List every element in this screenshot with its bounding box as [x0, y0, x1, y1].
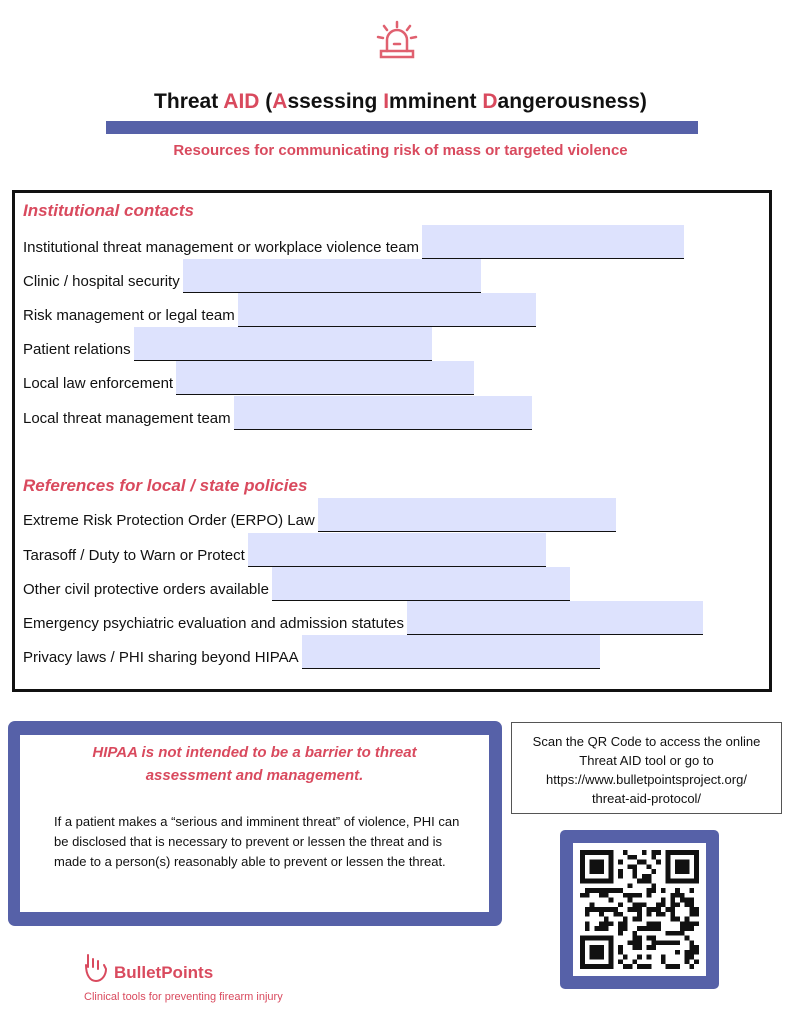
- field-label: Local threat management team: [23, 410, 231, 427]
- bulletpoints-logo-icon: [84, 953, 110, 983]
- qr-text-line: Threat AID tool or go to: [579, 753, 714, 768]
- erpo-law-input[interactable]: [318, 498, 616, 532]
- alarm-light-icon: [376, 20, 418, 60]
- field-label: Tarasoff / Duty to Warn or Protect: [23, 547, 245, 564]
- threat-team-input[interactable]: [422, 225, 684, 259]
- title-part: AID: [223, 90, 260, 113]
- risk-management-input[interactable]: [238, 293, 536, 327]
- field-label: Other civil protective orders available: [23, 581, 269, 598]
- hipaa-heading-line: assessment and management.: [145, 767, 364, 784]
- form-row: [23, 225, 684, 259]
- brand-name: BulletPoints: [114, 963, 214, 982]
- field-label: Emergency psychiatric evaluation and admission statutes: [23, 615, 405, 632]
- form-row: [23, 498, 616, 532]
- security-input[interactable]: [183, 259, 481, 293]
- form-row: [23, 327, 432, 361]
- form-row: [23, 533, 546, 567]
- title-part: angerousness): [497, 90, 647, 113]
- title-part: I: [383, 90, 390, 113]
- field-label: Local law enforcement: [23, 375, 174, 392]
- qr-text-line: Scan the QR Code to access the online: [532, 734, 761, 749]
- brand-tagline: Clinical tools for preventing firearm injury: [84, 991, 283, 1003]
- title-part: (: [259, 90, 273, 113]
- title-underline-bar: [106, 121, 698, 134]
- hipaa-heading-line: HIPAA is not intended to be a barrier to threat: [92, 744, 417, 761]
- page-title: [0, 90, 801, 114]
- field-label: Privacy laws / PHI sharing beyond HIPAA: [23, 649, 299, 666]
- field-label: Risk management or legal team: [23, 307, 235, 324]
- form-row: [23, 601, 703, 635]
- privacy-laws-input[interactable]: [302, 635, 600, 669]
- field-label: Clinic / hospital security: [23, 273, 180, 290]
- title-part: ssessing: [287, 90, 384, 113]
- form-row: [23, 259, 481, 293]
- title-part: Threat: [154, 90, 224, 113]
- qr-url-line[interactable]: https://www.bulletpointsproject.org/: [546, 772, 747, 787]
- psych-evaluation-input[interactable]: [407, 601, 703, 635]
- title-part: D: [482, 90, 498, 113]
- form-row: [23, 396, 532, 430]
- hipaa-heading: [20, 741, 489, 787]
- institutional-contacts-heading: Institutional contacts: [23, 201, 194, 220]
- law-enforcement-input[interactable]: [176, 361, 474, 395]
- qr-code-icon[interactable]: [580, 850, 699, 969]
- page-subtitle: Resources for communicating risk of mass or targeted violence: [173, 142, 628, 159]
- form-row: [23, 567, 570, 601]
- policies-heading: References for local / state policies: [23, 476, 308, 495]
- form-row: [23, 293, 536, 327]
- patient-relations-input[interactable]: [134, 327, 432, 361]
- qr-instructions: [511, 722, 782, 814]
- civil-orders-input[interactable]: [272, 567, 570, 601]
- title-part: mminent: [389, 90, 483, 113]
- field-label: Institutional threat management or workplace violence team: [23, 239, 420, 256]
- field-label: Patient relations: [23, 341, 131, 358]
- form-row: [23, 635, 600, 669]
- local-threat-team-input[interactable]: [234, 396, 532, 430]
- field-label: Extreme Risk Protection Order (ERPO) Law: [23, 512, 315, 529]
- form-row: [23, 361, 474, 395]
- hipaa-body-text: If a patient makes a “serious and imminent threat” of violence, PHI can be disclosed that is necessary to prevent or lessen the threat and is made to a person(s) reasonably able to prevent or lessen the threat.: [54, 814, 460, 869]
- tarasoff-input[interactable]: [248, 533, 546, 567]
- title-part: A: [272, 90, 288, 113]
- qr-url-line[interactable]: threat-aid-protocol/: [591, 791, 702, 806]
